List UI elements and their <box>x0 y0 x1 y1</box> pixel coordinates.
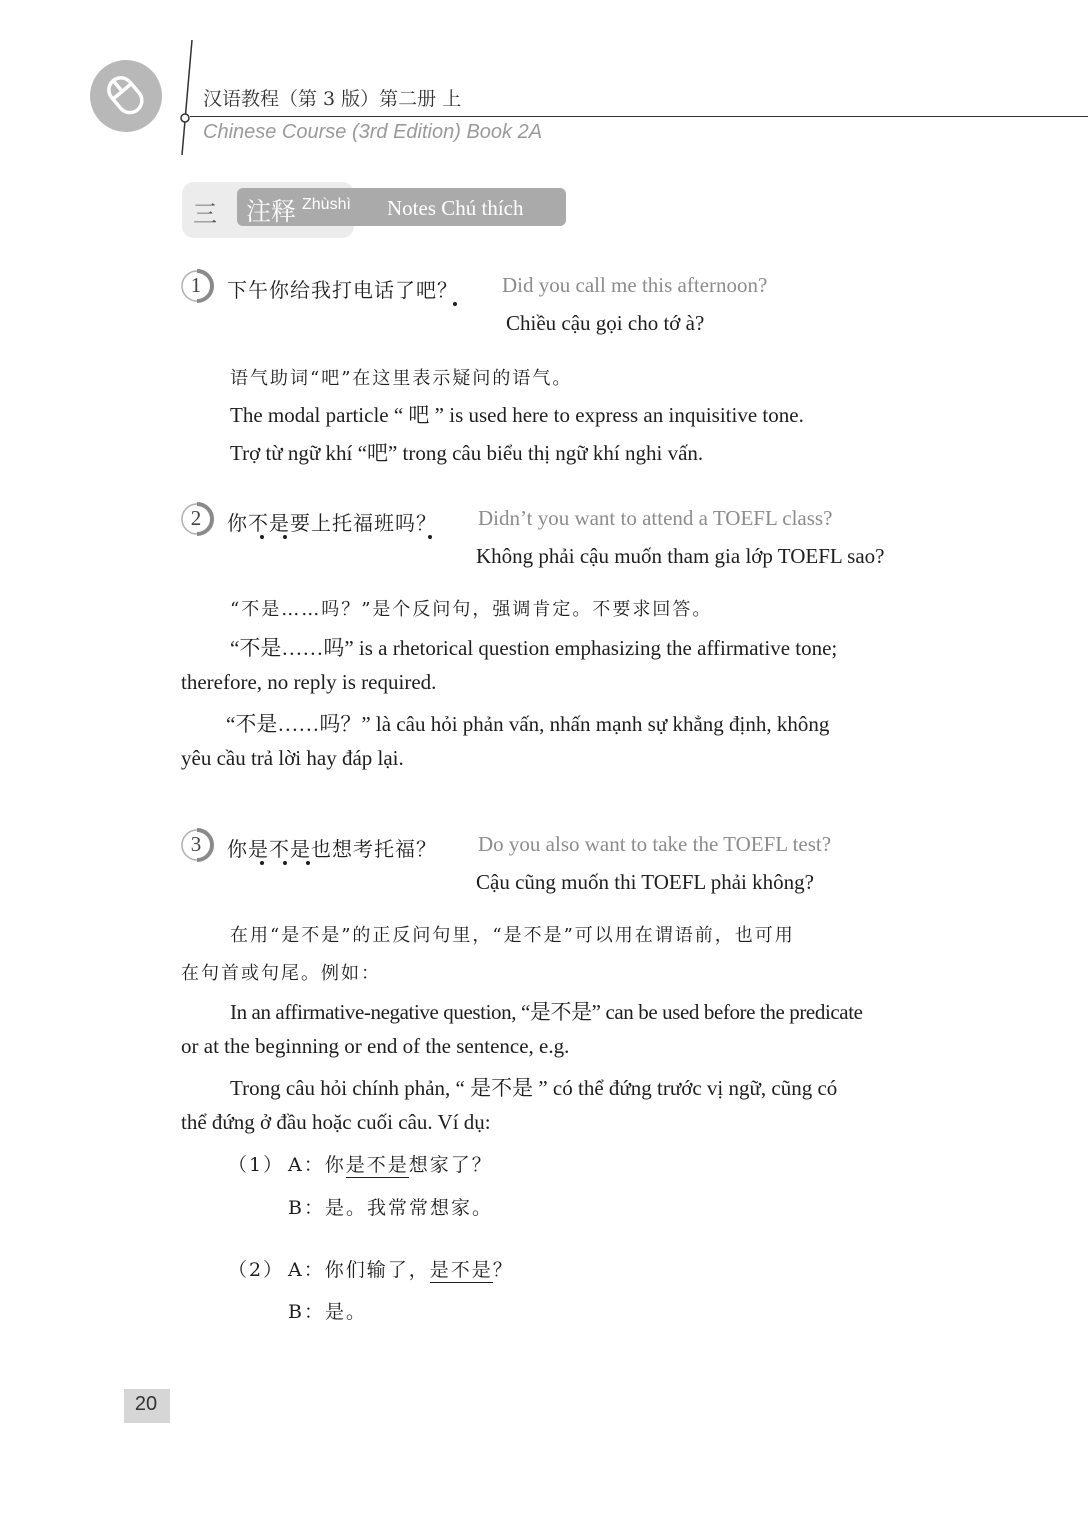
note-sentence-cn: 你不是要上托福班吗？ <box>227 511 437 535</box>
section-title-en-vi: Notes Chú thích <box>387 196 524 220</box>
example-text: 是。我常常想家。 <box>324 1197 493 1219</box>
note-explanation-cn: 语气助词“吧”在这里表示疑问的语气。 <box>230 368 573 389</box>
note-sentence-en: Did you call me this afternoon? <box>502 273 768 297</box>
note-sentence-vi: Chiều cậu gọi cho tớ à? <box>506 311 705 335</box>
note-number: 2 <box>190 506 202 530</box>
emphasis-dot <box>283 861 287 865</box>
note-number: 3 <box>190 832 202 856</box>
speaker-label: B： <box>288 1301 325 1323</box>
example-b-line <box>288 1193 493 1220</box>
underlined-keyword: 是不是 <box>345 1154 409 1176</box>
note-sentence-vi: Cậu cũng muốn thi TOEFL phải không? <box>476 870 814 894</box>
note-sentence-en: Didn’t you want to attend a TOEFL class? <box>478 506 833 530</box>
note-explanation-cn-cont: 在句首或句尾。例如： <box>181 963 381 984</box>
header-divider-line <box>180 40 194 155</box>
example-b-line <box>288 1297 367 1324</box>
emphasis-dot <box>283 535 287 539</box>
speaker-label: A： <box>288 1259 325 1281</box>
note-explanation-en-cont: or at the beginning or end of the sentence, e.g. <box>181 1034 570 1058</box>
note-explanation-en: In an affirmative-negative question, “是不是” can be used before the predicate <box>230 1000 863 1024</box>
note-number-badge <box>181 827 217 863</box>
section-number: 三 <box>193 200 217 228</box>
note-sentence-en: Do you also want to take the TOEFL test? <box>478 832 832 856</box>
header-rule <box>190 116 1088 117</box>
note-explanation-vi: Trong câu hỏi chính phản, “ 是不是 ” có thể đứng trước vị ngữ, cũng có <box>230 1076 838 1100</box>
note-number: 1 <box>190 273 202 297</box>
note-explanation-en-cont: therefore, no reply is required. <box>181 670 437 694</box>
note-sentence-vi: Không phải cậu muốn tham gia lớp TOEFL sao? <box>476 544 885 568</box>
speaker-label: B： <box>288 1197 325 1219</box>
note-sentence-cn: 你是不是也想考托福？ <box>227 837 437 861</box>
example-text: 是。 <box>324 1301 367 1323</box>
note-number-badge <box>181 268 217 304</box>
example-a-line <box>288 1150 493 1177</box>
note-explanation-cn: 在用“是不是”的正反问句里，“是不是”可以用在谓语前，也可用 <box>230 925 795 946</box>
note-explanation-cn: “不是……吗？”是个反问句，强调肯定。不要求回答。 <box>230 599 713 620</box>
example-a-line <box>288 1255 514 1282</box>
computer-mouse-icon <box>90 60 162 132</box>
emphasis-dot <box>260 535 264 539</box>
emphasis-dot <box>428 535 432 539</box>
example-text: 你们输了， <box>324 1259 430 1281</box>
emphasis-dot <box>306 861 310 865</box>
emphasis-dot <box>453 302 457 306</box>
speaker-label: A： <box>288 1154 325 1176</box>
book-title-en: Chinese Course (3rd Edition) Book 2A <box>203 121 543 143</box>
example-text: 你 <box>324 1154 346 1176</box>
section-title-cn: 注释 <box>246 197 297 226</box>
underlined-keyword: 是不是 <box>429 1259 493 1281</box>
note-number-badge <box>181 501 217 537</box>
note-explanation-en: The modal particle “ 吧 ” is used here to express an inquisitive tone. <box>230 403 804 427</box>
note-sentence-cn: 下午你给我打电话了吧？ <box>227 278 458 302</box>
example-label: （1） <box>228 1154 285 1176</box>
example-text: ？ <box>492 1259 514 1281</box>
note-explanation-en: “不是……吗” is a rhetorical question emphasizing the affirmative tone; <box>230 636 838 660</box>
emphasis-dot <box>260 861 264 865</box>
book-title-cn: 汉语教程（第 3 版）第二册 上 <box>203 88 462 110</box>
note-explanation-vi: Trợ từ ngữ khí “吧” trong câu biểu thị ngữ khí nghi vấn. <box>230 441 704 465</box>
example-text: 想家了？ <box>408 1154 493 1176</box>
note-explanation-vi-cont: yêu cầu trả lời hay đáp lại. <box>181 746 404 770</box>
book-logo <box>90 60 162 132</box>
example-label: （2） <box>228 1259 285 1281</box>
section-title-pinyin: Zhùshì <box>302 196 351 213</box>
note-explanation-vi: “不是……吗？” là câu hỏi phản vấn, nhấn mạnh sự khẳng định, không <box>226 712 830 736</box>
note-explanation-vi-cont: thể đứng ở đầu hoặc cuối câu. Ví dụ: <box>181 1110 491 1134</box>
page-number: 20 <box>134 1393 158 1415</box>
